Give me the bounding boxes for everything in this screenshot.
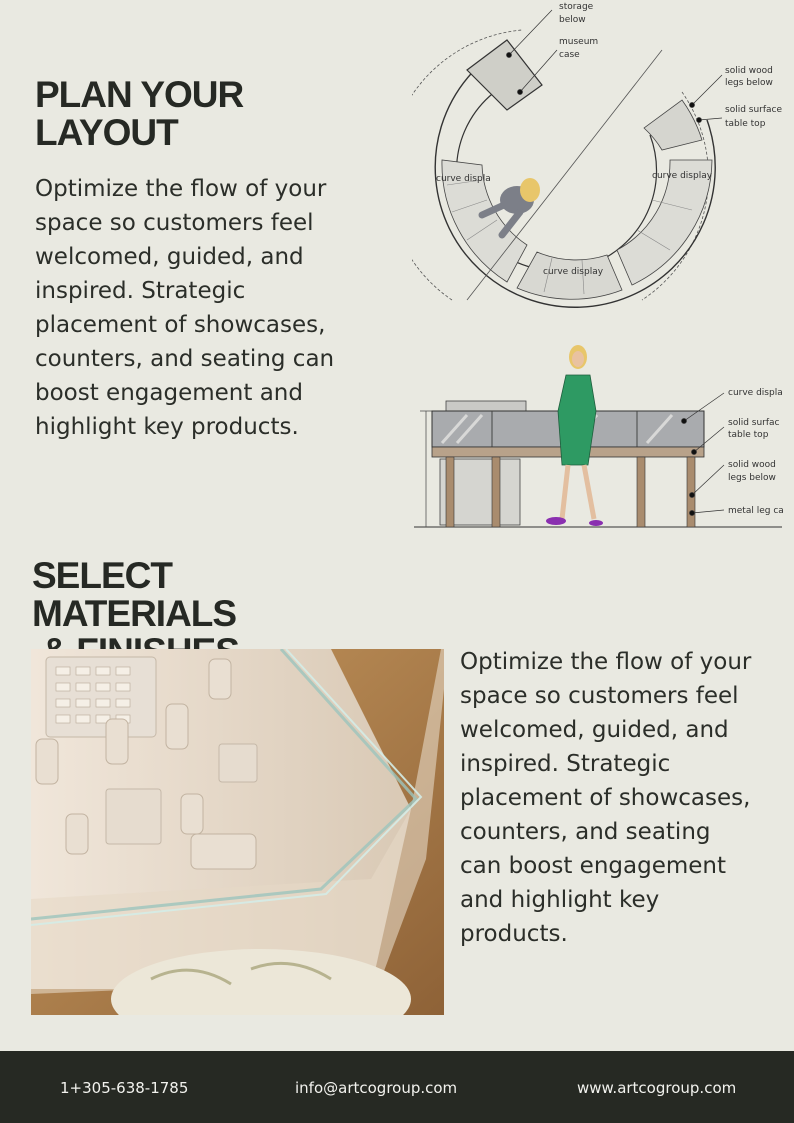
label-curve-right: curve display (652, 171, 713, 181)
label-solid-wood: solid wood (728, 460, 776, 470)
label-curve-display: curve displa (728, 388, 783, 398)
label-museum: museum (559, 37, 599, 47)
label-solid-surface: solid surface (725, 105, 783, 115)
footer-email[interactable]: info@artcogroup.com (295, 1079, 458, 1097)
plan-layout-paragraph: Optimize the flow of your space so customers feel welcomed, guided, and inspired. Strategic placement of showcases, counters, and seating can boost engagement and highlight key products. (35, 176, 335, 440)
heading-line: LAYOUT (35, 112, 178, 153)
footer (0, 1051, 794, 1123)
label-table-top: table top (725, 119, 766, 129)
footer-phone[interactable]: 1+305-638-1785 (60, 1079, 189, 1097)
label-curve-bottom: curve display (543, 267, 604, 277)
label-legs-below: legs below (728, 473, 776, 483)
heading-line: SELECT MATERIALS (32, 555, 237, 634)
jewelry-display-photo (31, 649, 444, 1015)
plan-layout-heading (35, 76, 335, 152)
label-storage: storage (559, 2, 594, 12)
heading-line: PLAN YOUR (35, 74, 244, 115)
label-solid-surface: solid surfac (728, 418, 780, 428)
elevation-sketch (412, 335, 794, 535)
label-metal-leg: metal leg ca (728, 506, 784, 516)
label-table-top: table top (728, 430, 769, 440)
label-solid-wood: solid wood (725, 66, 773, 76)
label-case: case (559, 50, 580, 60)
floor-plan-sketch (412, 0, 794, 322)
label-below: below (559, 15, 586, 25)
label-curve-left: curve displa (436, 174, 491, 184)
footer-website[interactable]: www.artcogroup.com (577, 1079, 737, 1097)
label-legs-below: legs below (725, 78, 773, 88)
materials-paragraph: Optimize the flow of your space so customers feel welcomed, guided, and inspired. Strategic placement of showcases, counters, and seating can boost engagement and highlight key products. (460, 649, 752, 947)
